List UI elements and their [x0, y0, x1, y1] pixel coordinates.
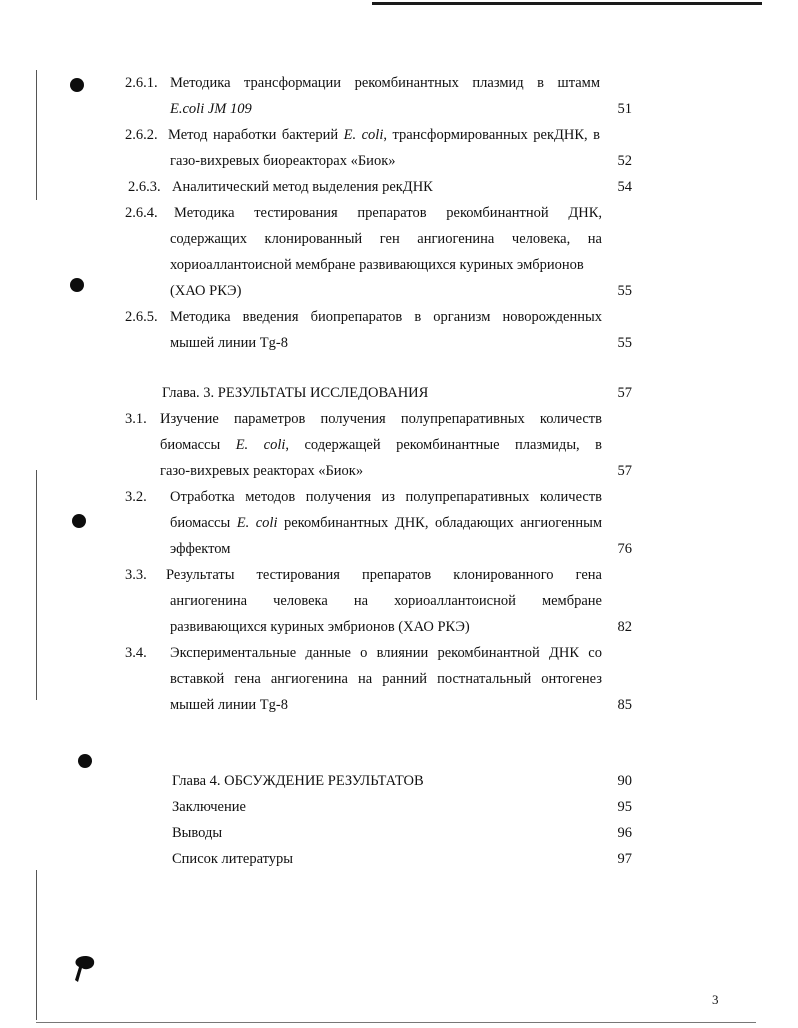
ink-blot-mark	[72, 954, 98, 984]
toc-entry-title: Экспериментальные данные о влиянии рекомбинантной ДНК со	[170, 645, 602, 661]
toc-entry-title: Изучение параметров получения полупрепаративных количеств	[160, 411, 602, 427]
punch-hole-mark	[70, 78, 84, 92]
toc-entry-title: Методика тестирования препаратов рекомбинантной ДНК,	[174, 205, 602, 221]
chapter-heading: Глава. 3. РЕЗУЛЬТАТЫ ИССЛЕДОВАНИЯ	[162, 385, 429, 401]
punch-hole-mark	[72, 514, 86, 528]
toc-page-number: 95	[617, 799, 632, 815]
toc-entry-title-cont: биомассы E. coli, содержащей рекомбинантные плазмиды, в	[160, 437, 602, 453]
toc-entry-number: 2.6.1.	[125, 75, 158, 91]
toc-entry-number: 3.3.	[125, 567, 147, 583]
toc-page-number: 52	[617, 153, 632, 169]
scan-bottom-rule	[36, 1022, 756, 1023]
toc-entry-number: 3.1.	[125, 411, 147, 427]
toc-entry-title: Результаты тестирования препаратов клонированного гена	[166, 567, 602, 583]
toc-entry-title: Аналитический метод выделения рекДНК	[172, 179, 433, 195]
toc-entry-title-cont: развивающихся куриных эмбрионов (ХАО РКЭ)	[170, 619, 470, 635]
toc-entry-title-cont: ангиогенина человека на хориоаллантоисной мембране	[170, 593, 602, 609]
toc-entry-title-cont: мышей линии Tg-8	[170, 697, 288, 713]
toc-page-number: 96	[617, 825, 632, 841]
toc-page-number: 85	[617, 697, 632, 713]
toc-entry-title: Заключение	[172, 799, 246, 815]
toc-entry-number: 2.6.5.	[125, 309, 158, 325]
toc-entry-number: 2.6.4.	[125, 205, 158, 221]
toc-page-number: 51	[617, 101, 632, 117]
toc-entry-number: 3.2.	[125, 489, 147, 505]
toc-entry-title-cont: E.coli JM 109	[170, 101, 252, 117]
toc-entry-title-cont: вставкой гена ангиогенина на ранний постнатальный онтогенез	[170, 671, 602, 687]
scan-left-rule	[36, 70, 37, 200]
scan-left-rule	[36, 870, 37, 1020]
toc-entry-title: Список литературы	[172, 851, 294, 867]
toc-page-number: 90	[617, 773, 632, 789]
punch-hole-mark	[78, 754, 92, 768]
scan-top-bar	[372, 2, 762, 5]
toc-entry-title-cont: газо-вихревых реакторах «Биок»	[160, 463, 364, 479]
toc-entry-title-cont: хориоаллантоисной мембране развивающихся куриных эмбрионов	[170, 257, 584, 273]
chapter-heading: Глава 4. ОБСУЖДЕНИЕ РЕЗУЛЬТАТОВ	[172, 773, 424, 789]
toc-entry-title: Выводы	[172, 825, 223, 841]
toc-entry-title: Методика трансформации рекомбинантных плазмид в штамм	[170, 75, 600, 91]
punch-hole-mark	[70, 278, 84, 292]
toc-entry-title-cont: мышей линии Tg-8	[170, 335, 288, 351]
toc-page-number: 55	[617, 335, 632, 351]
toc-page-number: 57	[617, 463, 632, 479]
toc-page-number: 57	[617, 385, 632, 401]
toc-entry-title: Отработка методов получения из полупрепаративных количеств	[170, 489, 602, 505]
toc-entry-title: Метод наработки бактерий E. coli, трансформированных рекДНК, в	[168, 127, 600, 143]
toc-entry-title-cont: биомассы E. coli рекомбинантных ДНК, обладающих ангиогенным	[170, 515, 602, 531]
page-number: 3	[712, 992, 719, 1007]
toc-page-number: 54	[617, 179, 632, 195]
toc-entry-number: 2.6.2.	[125, 127, 158, 143]
toc-entry-number: 3.4.	[125, 645, 147, 661]
toc-entry-number: 2.6.3.	[128, 179, 161, 195]
toc-entry-title-cont: содержащих клонированный ген ангиогенина человека, на	[170, 231, 602, 247]
toc-entry-title-cont: (ХАО РКЭ)	[170, 283, 242, 299]
toc-entry-title-cont: эффектом	[170, 541, 231, 557]
toc-entry-title-cont: газо-вихревых биореакторах «Биок»	[170, 153, 396, 169]
toc-page-number: 55	[617, 283, 632, 299]
scan-left-rule	[36, 470, 37, 700]
toc-page-number: 76	[617, 541, 632, 557]
toc-page-number: 97	[617, 851, 632, 867]
toc-page-number: 82	[617, 619, 632, 635]
toc-entry-title: Методика введения биопрепаратов в организм новорожденных	[170, 309, 602, 325]
